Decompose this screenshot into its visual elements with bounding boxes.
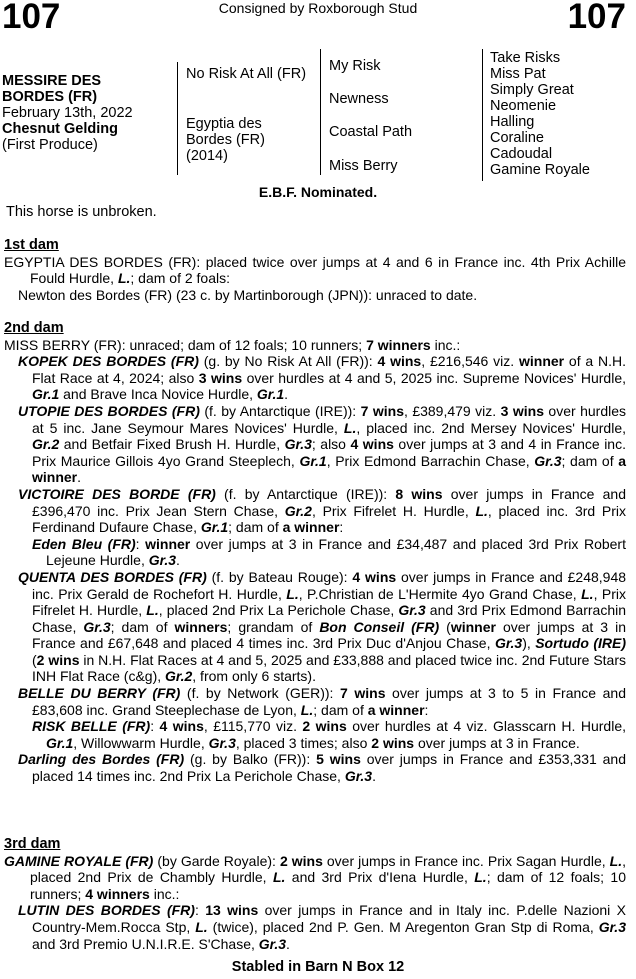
runner-victoire: VICTOIRE DES BORDE (FR) (f. by Antarctique (IRE)): 8 wins over jumps in France and £396,470 inc. Prix Jean Stern Chase, Gr.2, Prix Fifrelet H. Hurdle, L., placed inc. 3rd Prix Ferdinand Dufaure Chase, Gr.1; dam of a winner: [18,485,627,536]
pedigree-gen2-4: Miss Berry [329,158,398,174]
second-dam-intro: MISS BERRY (FR): unraced; dam of 12 foals; 10 runners; 7 winners inc.: [4,336,461,353]
third-dam-heading: 3rd dam [4,836,61,852]
pedigree-gen3-7: Cadoudal [490,146,553,162]
pedigree-sire: No Risk At All (FR) [186,66,307,82]
first-dam-name: EGYPTIA DES BORDES (FR) [4,253,197,270]
produce-note: (First Produce) [2,137,98,153]
pedigree-gen3-2: Miss Pat [490,66,546,82]
runner-eden-bleu: Eden Bleu (FR): winner over jumps at 3 in France and £34,487 and placed 3rd Prix Robert Lejeune Hurdle, Gr.3. [32,535,626,569]
pedigree-gen3-5: Halling [490,114,535,130]
horse-sex: Chesnut Gelding [2,121,118,137]
pedigree-gen3-8: Gamine Royale [490,162,590,178]
pedigree-divider-2 [320,49,321,175]
horse-name-1: MESSIRE DES [2,73,102,89]
ebf-nominated: E.B.F. Nominated. [258,184,378,200]
first-dam-heading: 1st dam [4,237,59,253]
runner-belle-du-berry: BELLE DU BERRY (FR) (f. by Network (GER)): 7 wins over jumps at 3 to 5 in France and £83,608 inc. Grand Steeplechase de Lyon, L.; dam of a winner: [18,685,626,718]
third-dam-section [4,836,626,952]
lot-number-left: 107 [2,0,61,36]
stabling-info: Stabled in Barn N Box 12 [231,959,405,975]
first-dam-section [4,237,626,303]
pedigree-gen2-2: Newness [329,91,389,107]
runner-lutin: LUTIN DES BORDES (FR): 13 wins over jumps in France and in Italy inc. P.delle Nazioni X Country-Mem.Rocca Stp, L. (twice), placed 2nd P. Gen. M Aregenton Gran Stp di Roma, Gr.3 and 3rd Premio U.N.I.R.E. S'Chase, Gr.3. [18,902,626,952]
pedigree-divider-3 [482,49,483,181]
pedigree-gen2-3: Coastal Path [329,124,413,140]
unbroken-note: This horse is unbroken. [6,204,157,220]
runner-quenta: QUENTA DES BORDES (FR) (f. by Bateau Rouge): 4 wins over jumps in France and £248,948 inc. Prix Gerald de Rochefort H. Hurdle, L., P.Christian de L'Hermite 4yo Grand Chase, L., Prix Fifrelet H. Hurdle, L., placed 2nd Prix La Perichole Chase, Gr.3 and 3rd Prix Edmond Barrachin Chase, Gr.3; dam of winners; grandam of Bon Conseil (FR) (winner over jumps at 3 in France and £67,648 and placed 4 times inc. 3rd Prix Duc d'Anjou Chase, Gr.3), Sortudo (IRE) (2 wins in N.H. Flat Races at 4 and 5, 2025 and £33,888 and placed twice inc. 2nd Future Stars INH Flat Race (c&g), Gr.2, from only 6 starts). [18,568,627,685]
runner-risk-belle: RISK BELLE (FR): 4 wins, £115,770 viz. 2 wins over hurdles at 4 viz. Glasscarn H. Hurdle, Gr.1, Willowwarm Hurdle, Gr.3, placed 3 times; also 2 wins over jumps at 3 in France. [32,718,626,751]
consignor: Consigned by Roxborough Stud [218,0,418,16]
pedigree-gen3-4: Neomenie [490,98,557,114]
pedigree-gen3-6: Coraline [490,130,544,146]
horse-name-2: BORDES (FR) [2,89,98,105]
horse-details [2,73,133,153]
first-dam-record: EGYPTIA DES BORDES (FR): placed twice over jumps at 4 and 6 in France inc. 4th Prix Achille Fould Hurdle, L.; dam of 2 foals: [4,253,626,287]
pedigree-dam: Egyptia des Bordes (FR) (2014) [186,116,265,164]
pedigree-gen3-1: Take Risks [490,50,561,66]
runner-utopie: UTOPIE DES BORDES (FR) (f. by Antarctique (IRE)): 7 wins, £389,479 viz. 3 wins over hurdles at 5 inc. Jane Seymour Mares Novices' Hurdle, L., placed inc. 2nd Mersey Novices' Hurdle, Gr.2 and Betfair Fixed Brush H. Hurdle, Gr.3; also 4 wins over jumps at 3 and 4 in France inc. Prix Maurice Gillois 4yo Grand Steeplech, Gr.1, Prix Edmond Barrachin Chase, Gr.3; dam of a winner. [18,402,627,486]
third-dam-record: GAMINE ROYALE (FR) (by Garde Royale): 2 wins over jumps in France inc. Prix Sagan Hurdle, L., placed 2nd Prix de Chambly Hurdle, L. and 3rd Prix d'Iena Hurdle, L.; dam of 12 foals; 10 runners; 4 winners inc.: [4,852,626,902]
first-dam-foal: Newton des Bordes (FR) (23 c. by Martinborough (JPN)): unraced to date. [18,286,478,303]
runner-darling: Darling des Bordes (FR) (g. by Balko (FR)): 5 wins over jumps in France and £353,331 and placed 14 times inc. 2nd Prix La Perichole Chase, Gr.3. [18,751,626,785]
lot-number-right: 107 [567,0,626,36]
second-dam-heading: 2nd dam [4,320,64,336]
runner-kopek: KOPEK DES BORDES (FR) (g. by No Risk At All (FR)): 4 wins, £216,546 viz. winner of a N.H. Flat Race at 4, 2024; also 3 wins over hurdles at 4 and 5, 2025 inc. Supreme Novices' Hurdle, Gr.1 and Brave Inca Novice Hurdle, Gr.1. [18,353,627,403]
pedigree-gen3-3: Simply Great [490,82,574,98]
pedigree-gen3-list [490,50,590,178]
second-dam-section [4,320,626,785]
pedigree-gen2-1: My Risk [329,58,381,74]
foaled-date: February 13th, 2022 [2,105,133,121]
pedigree-divider-1 [177,62,178,175]
